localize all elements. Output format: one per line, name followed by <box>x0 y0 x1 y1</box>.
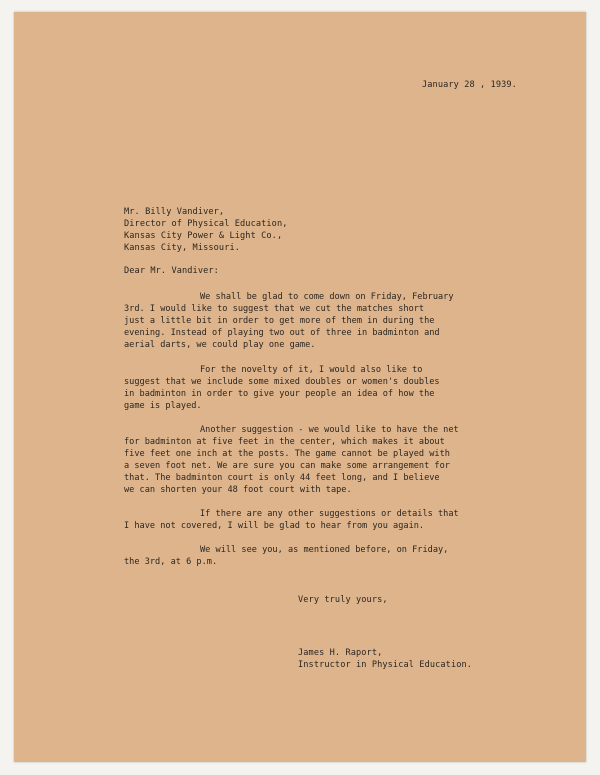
letter-page <box>14 12 586 762</box>
paragraph-line: for badminton at five feet in the center, which makes it about <box>124 437 445 447</box>
paragraph-line: 3rd. I would like to suggest that we cut the matches short <box>124 304 425 314</box>
address-line: Mr. Billy Vandiver, <box>124 207 225 217</box>
salutation: Dear Mr. Vandiver: <box>124 266 219 276</box>
paragraph-line: we can shorten your 48 foot court with tape. <box>124 485 352 495</box>
paragraph-line: If there are any other suggestions or details that <box>200 509 459 519</box>
address-line: Kansas City Power & Light Co., <box>124 231 283 241</box>
paragraph-line: I have not covered, I will be glad to hear from you again. <box>124 521 425 531</box>
address-line: Kansas City, Missouri. <box>124 243 241 253</box>
letter-date: January 28 , 1939. <box>422 80 517 90</box>
paragraph-line: just a little bit in order to get more of them in during the <box>124 316 435 326</box>
paragraph-line: evening. Instead of playing two out of three in badminton and <box>124 328 440 338</box>
signature-name: James H. Raport, <box>298 648 383 658</box>
paragraph-line: suggest that we include some mixed doubles or women's doubles <box>124 377 440 387</box>
paragraph-line: game is played. <box>124 401 202 411</box>
address-line: Director of Physical Education, <box>124 219 288 229</box>
paragraph-line: aerial darts, we could play one game. <box>124 340 316 350</box>
paragraph-line: five feet one inch at the posts. The game cannot be played with <box>124 449 450 459</box>
paragraph-line: in badminton in order to give your people an idea of how the <box>124 389 435 399</box>
paragraph-line: Another suggestion - we would like to have the net <box>200 425 459 435</box>
paragraph-line: For the novelty of it, I would also like to <box>200 365 423 375</box>
paragraph-line: We will see you, as mentioned before, on Friday, <box>200 545 449 555</box>
paragraph-line: a seven foot net. We are sure you can make some arrangement for <box>124 461 450 471</box>
signature-title: Instructor in Physical Education. <box>298 660 473 670</box>
paragraph-line: that. The badminton court is only 44 feet long, and I believe <box>124 473 440 483</box>
paragraph-line: the 3rd, at 6 p.m. <box>124 557 218 567</box>
paragraph-line: We shall be glad to come down on Friday, February <box>200 292 454 302</box>
closing: Very truly yours, <box>298 595 388 605</box>
